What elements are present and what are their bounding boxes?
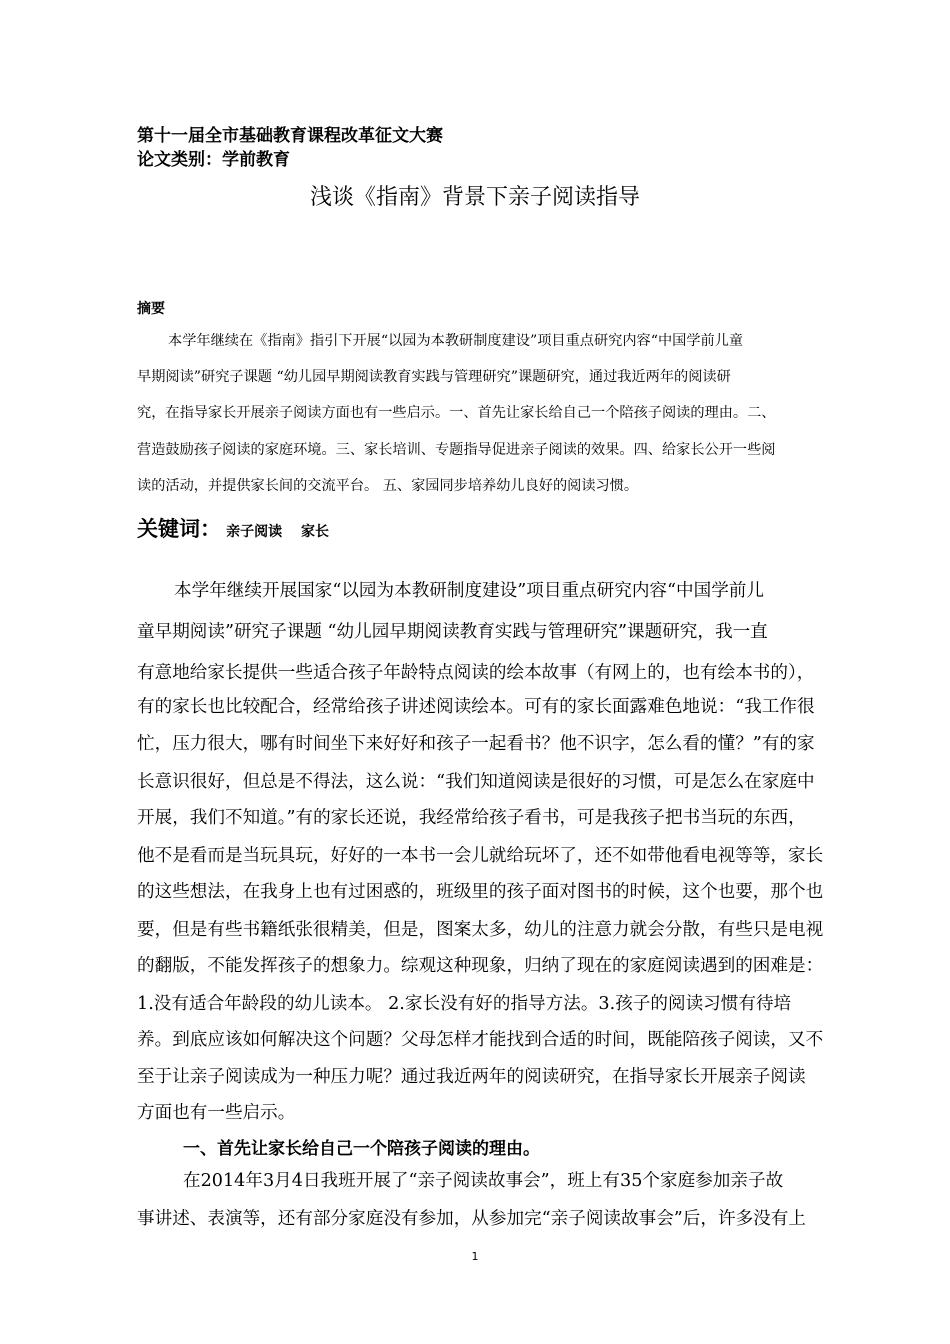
abstract-line: 究，在指导家长开展亲子阅读方面也有一些启示。一、首先让家长给自己一个陪孩子阅读的理由。二、: [137, 405, 776, 421]
body-line: 事讲述、表演等，还有部分家庭没有参加，从参加完“亲子阅读故事会”后，许多没有上: [137, 1209, 806, 1229]
body-line: 本学年继续开展国家“以园为本教研制度建设”项目重点研究内容“中国学前儿: [174, 581, 764, 601]
page-number: 1: [471, 1250, 479, 1263]
paper-category: 论文类别：学前教育: [137, 150, 290, 170]
body-line: 养。到底应该如何解决这个问题？父母怎样才能找到合适的时间，既能陪孩子阅读，又不: [137, 1030, 824, 1050]
abstract-line: 营造鼓励孩子阅读的家庭环境。三、家长培训、专题指导促进亲子阅读的效果。四、给家长公开一些阅: [137, 442, 776, 458]
keywords: [137, 513, 343, 543]
body-line: 的这些想法，在我身上也有过困惑的，班级里的孩子面对图书的时候，这个也要，那个也: [137, 882, 824, 902]
body-line: 忙，压力很大，哪有时间坐下来好好和孩子一起看书？他不识字，怎么看的懂？”有的家: [137, 734, 815, 754]
body-line: 他不是看而是当玩具玩，好好的一本书一会儿就给玩坏了，还不如带他看电视等等，家长: [137, 846, 824, 866]
keywords-label: 关键词：: [137, 517, 221, 541]
body-line: 1.没有适合年龄段的幼儿读本。 2.家长没有好的指导方法。3.孩子的阅读习惯有待培: [137, 994, 792, 1014]
body-line: 方面也有一些启示。: [137, 1103, 296, 1123]
abstract-heading: 摘要: [137, 301, 165, 317]
section-heading: 一、首先让家长给自己一个陪孩子阅读的理由。: [183, 1139, 540, 1159]
body-line: 有意地给家长提供一些适合孩子年龄特点阅读的绘本故事（有网上的，也有绘本书的），: [137, 663, 815, 683]
body-line: 童早期阅读”研究子课题 “幼儿园早期阅读教育实践与管理研究”课题研究，我一直: [137, 622, 768, 642]
body-line: 至于让亲子阅读成为一种压力呢？通过我近两年的阅读研究，在指导家长开展亲子阅读: [137, 1067, 806, 1087]
body-line: 长意识很好，但总是不得法，这么说：“我们知道阅读是很好的习惯，可是怎么在家庭中: [137, 772, 815, 792]
abstract-line: 本学年继续在《指南》指引下开展“以园为本教研制度建设”项目重点研究内容“中国学前儿童: [168, 333, 744, 349]
keyword-item: 亲子阅读: [226, 524, 283, 540]
body-line: 开展，我们不知道。”有的家长还说，我经常给孩子看书，可是我孩子把书当玩的东西，: [137, 808, 806, 828]
body-line: 在2014年3月4日我班开展了“亲子阅读故事会”，班上有35个家庭参加亲子故: [183, 1171, 784, 1191]
page-title: 浅谈《指南》背景下亲子阅读指导: [309, 185, 640, 210]
body-line: 的翻版，不能发挥孩子的想象力。综观这种现象，归纳了现在的家庭阅读遇到的困难是：: [137, 956, 824, 976]
abstract-line: 读的活动，并提供家长间的交流平台。 五、家园同步培养幼儿良好的阅读习惯。: [137, 478, 639, 494]
body-line: 有的家长也比较配合，经常给孩子讲述阅读绘本。可有的家长面露难色地说：“我工作很: [137, 697, 815, 717]
abstract-line: 早期阅读”研究子课题 “幼儿园早期阅读教育实践与管理研究”课题研究，通过我近两年的阅读研: [137, 369, 731, 385]
body-line: 要，但是有些书籍纸张很精美，但是，图案太多，幼儿的注意力就会分散，有些只是电视: [137, 920, 824, 940]
keyword-item: 家长: [300, 524, 329, 540]
contest-name: 第十一届全市基础教育课程改革征文大赛: [137, 126, 443, 146]
